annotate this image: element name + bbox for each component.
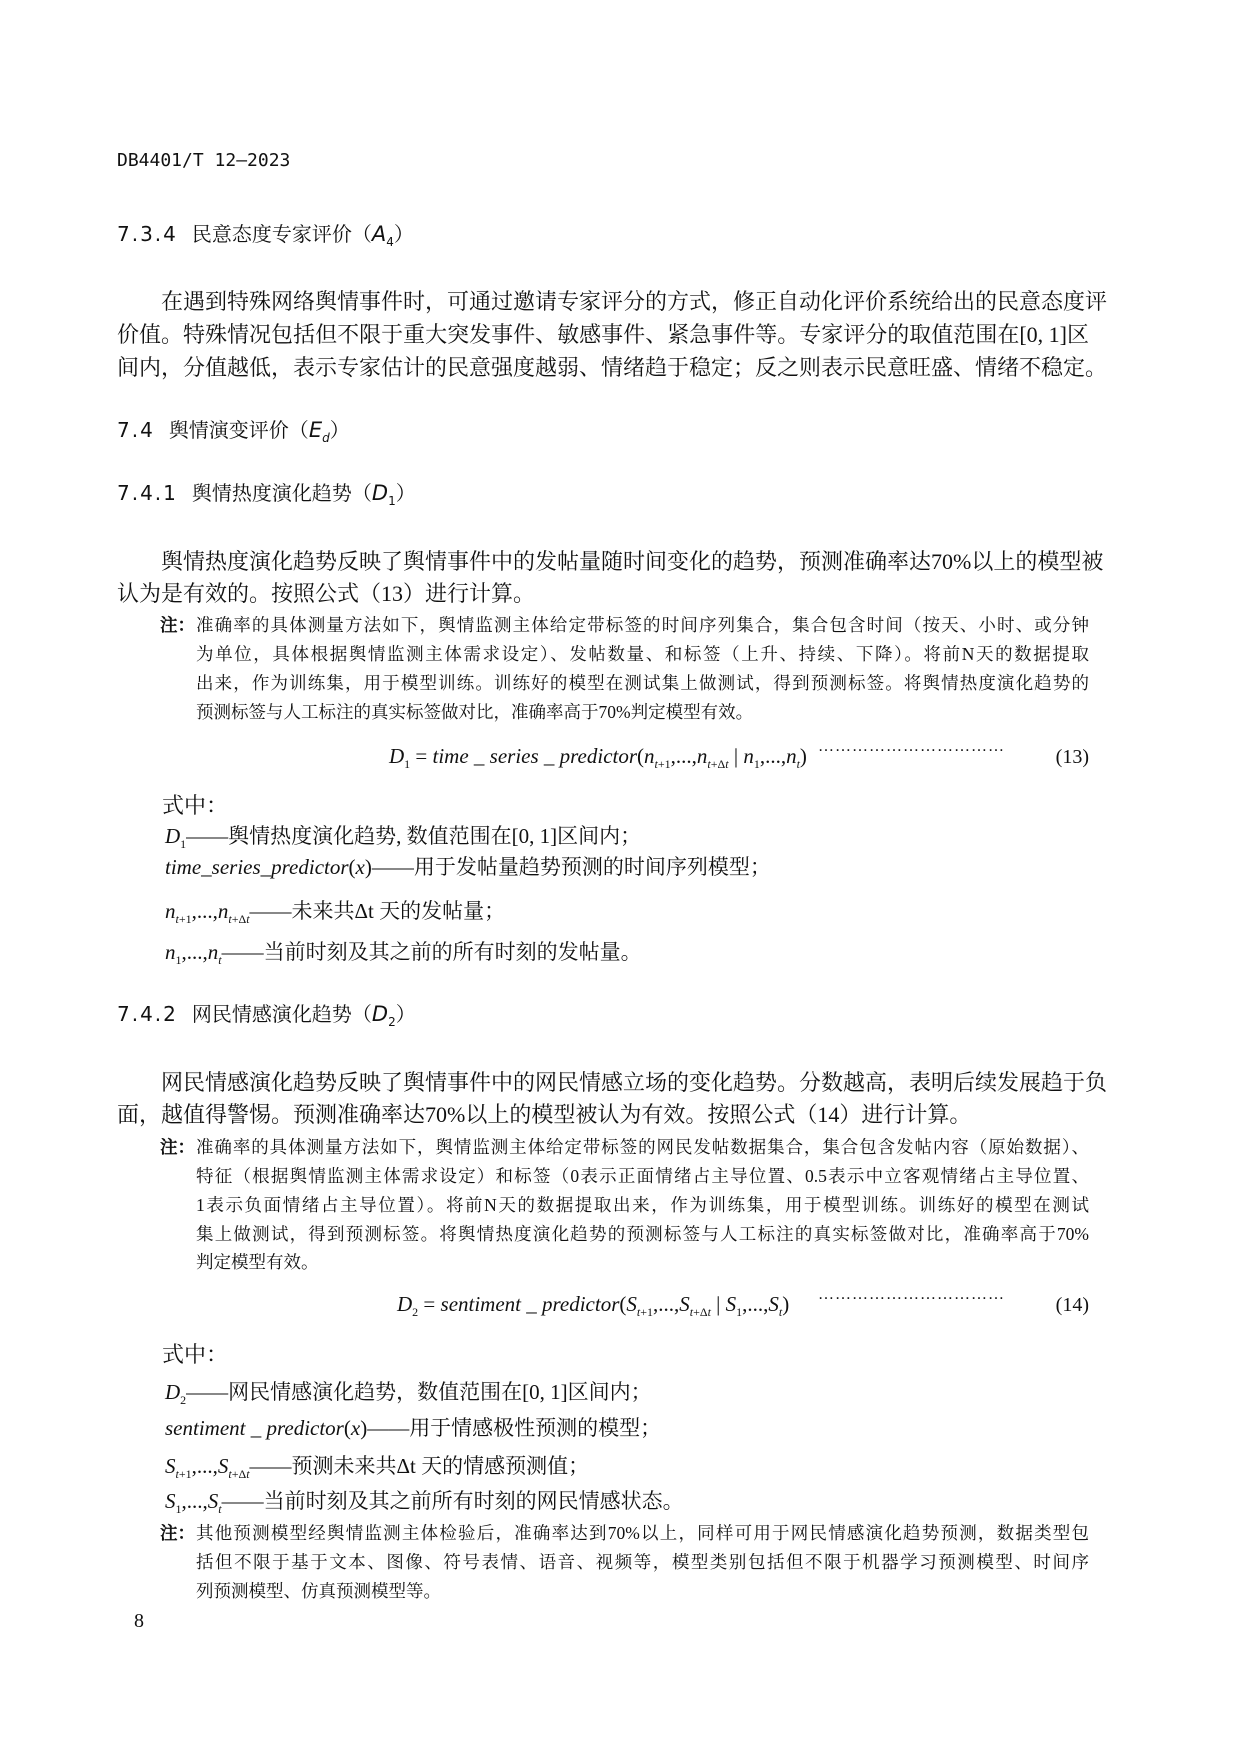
definition-predictor: time_series_predictor(x)——用于发帖量趋势预测的时间序列模型； xyxy=(165,855,771,879)
heading-7-4-2 xyxy=(117,998,416,1029)
section-title: 舆情演变评价（ xyxy=(168,418,309,442)
paragraph-line: 面，越值得警惕。预测准确率达70%以上的模型被认为有效。按照公式（14）进行计算。 xyxy=(117,1102,972,1127)
note-line: 判定模型有效。 xyxy=(196,1252,319,1272)
definition-past-posts: $n_1,...,n_t——$当前时刻及其之前的所有时刻的发帖量。 xyxy=(165,940,642,967)
symbol: $A_4$ xyxy=(371,222,394,249)
definition-d2: $D_2——$网民情感演化趋势，数值范围在[0, 1]区间内； xyxy=(165,1380,652,1407)
section-number: 7.3.4 xyxy=(117,222,178,246)
note-label: 注： xyxy=(160,1137,195,1157)
definition-predictor: sentiment _ predictor(x)——用于情感极性预测的模型； xyxy=(165,1416,662,1440)
note-line: 准确率的具体测量方法如下，舆情监测主体给定带标签的时间序列集合，集合包含时间（按天、小时、或分钟 xyxy=(196,615,1089,635)
paragraph-line: 舆情热度演化趋势反映了舆情事件中的发帖量随时间变化的趋势，预测准确率达70%以上的模型被 xyxy=(161,549,1104,574)
paragraph-line: 认为是有效的。按照公式（13）进行计算。 xyxy=(117,581,536,606)
paragraph-line: 价值。特殊情况包括但不限于重大突发事件、敏感事件、紧急事件等。专家评分的取值范围在[0, 1]区 xyxy=(117,322,1089,347)
paren: ） xyxy=(393,222,414,246)
note-line: 1表示负面情绪占主导位置）。将前N天的数据提取出来，作为训练集，用于模型训练。训练好的模型在测试 xyxy=(196,1195,1089,1215)
note-line: 括但不限于基于文本、图像、符号表情、语音、视频等，模型类别包括但不限于机器学习预测模型、时间序 xyxy=(196,1552,1089,1572)
equation-leader-dots: …………………………… xyxy=(818,738,1005,755)
equation-leader-dots: …………………………… xyxy=(818,1286,1005,1303)
note-line: 为单位，具体根据舆情监测主体需求设定）、发帖数量、和标签（上升、持续、下降）。将前N天的数据提取 xyxy=(196,644,1089,664)
definition-d1: $D_1——$舆情热度演化趋势, 数值范围在[0, 1]区间内； xyxy=(165,824,642,851)
note-line: 特征（根据舆情监测主体需求设定）和标签（0表示正面情绪占主导位置、0.5表示中立客观情绪占主导位置、 xyxy=(196,1166,1089,1186)
symbol: $E_d$ xyxy=(308,418,330,445)
equation-number: (13) xyxy=(1055,746,1089,768)
document-code-header: DB4401/T 12—2023 xyxy=(117,150,291,171)
section-number: 7.4.1 xyxy=(117,481,178,505)
paren: ） xyxy=(329,418,350,442)
definition-future-sentiment: $S_{t+1},...,S_{t+\Delta t}——$预测未来共Δt 天的情感预测值； xyxy=(165,1454,590,1481)
section-number: 7.4.2 xyxy=(117,1002,178,1026)
paren: ） xyxy=(395,1002,416,1026)
equation-number: (14) xyxy=(1055,1294,1089,1316)
heading-7-4 xyxy=(117,414,350,445)
paren: ） xyxy=(395,481,416,505)
where-label: 式中： xyxy=(162,793,229,818)
paragraph-line: 间内，分值越低，表示专家估计的民意强度越弱、情绪趋于稳定；反之则表示民意旺盛、情绪不稳定。 xyxy=(117,355,1108,380)
page-number: 8 xyxy=(134,1610,144,1632)
note-label: 注： xyxy=(160,615,195,635)
note-line: 出来，作为训练集，用于模型训练。训练好的模型在测试集上做测试，得到预测标签。将舆情热度演化趋势的 xyxy=(196,673,1089,693)
section-title: 民意态度专家评价（ xyxy=(191,222,372,246)
paragraph-line: 在遇到特殊网络舆情事件时，可通过邀请专家评分的方式，修正自动化评价系统给出的民意态度评 xyxy=(161,289,1108,314)
equation-14: $D_2$ = sentiment _ $predictor(S_{t+1},...,S_{t+\Delta t}$ | $S_1,...,S_t$) xyxy=(397,1292,790,1319)
note-line: 其他预测模型经舆情监测主体检验后，准确率达到70%以上，同样可用于网民情感演化趋势预测，数据类型包 xyxy=(196,1523,1089,1543)
section-title: 网民情感演化趋势（ xyxy=(191,1002,372,1026)
note-line: 集上做测试，得到预测标签。将舆情热度演化趋势的预测标签与人工标注的真实标签做对比，准确率高于70% xyxy=(196,1224,1089,1244)
note-line: 准确率的具体测量方法如下，舆情监测主体给定带标签的网民发帖数据集合，集合包含发帖内容（原始数据）、 xyxy=(196,1137,1089,1157)
note-label: 注： xyxy=(160,1523,195,1543)
section-title: 舆情热度演化趋势（ xyxy=(191,481,372,505)
heading-7-3-4 xyxy=(117,218,414,249)
symbol: $D_2$ xyxy=(371,1002,396,1029)
symbol: $D_1$ xyxy=(371,481,396,508)
heading-7-4-1 xyxy=(117,477,416,508)
where-label: 式中： xyxy=(162,1342,229,1367)
equation-13: $D_1$ = time _ series _ $predictor(n_{t+1},...,n_{t+\Delta t}$ | $n_1,...,n_t$) xyxy=(389,744,807,771)
section-number: 7.4 xyxy=(117,418,155,442)
paragraph-line: 网民情感演化趋势反映了舆情事件中的网民情感立场的变化趋势。分数越高，表明后续发展趋于负 xyxy=(161,1070,1108,1095)
note-line: 预测标签与人工标注的真实标签做对比，准确率高于70%判定模型有效。 xyxy=(196,702,754,722)
definition-future-posts: $n_{t+1},...,n_{t+\Delta t}——$未来共Δt 天的发帖量； xyxy=(165,899,506,926)
note-line: 列预测模型、仿真预测模型等。 xyxy=(196,1581,441,1601)
definition-past-sentiment: $S_1,...,S_t——$当前时刻及其之前所有时刻的网民情感状态。 xyxy=(165,1489,684,1516)
